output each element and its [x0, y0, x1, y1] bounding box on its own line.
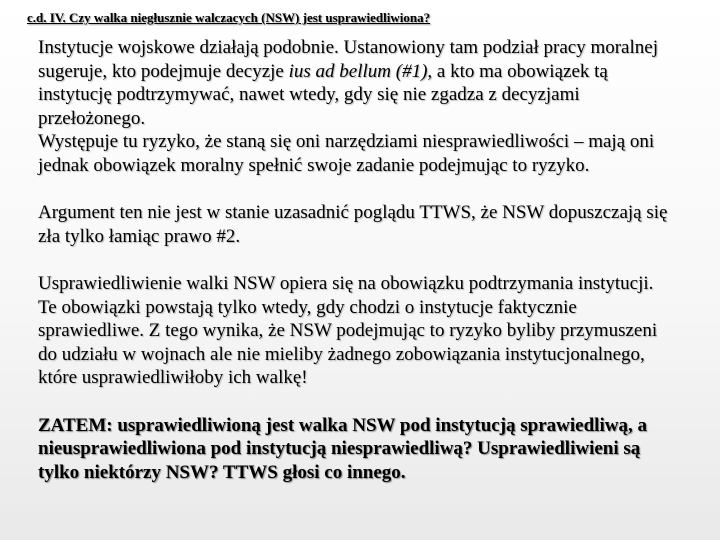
- slide-header-title: c.d. IV. Czy walka niegłusznie walczacych (NSW) jest usprawiedliwiona?: [27, 10, 431, 25]
- paragraph-institutions-text-end: , a kto ma obowiązek tą instytucję podtrzymywać, nawet wtedy, gdy się nie zgadza z decyzjami przełożonego.: [38, 60, 608, 129]
- paragraph-institutions-text: Instytucje wojskowe działają podobnie. Ustanowiony tam podział pracy moralnej sugeruje, kto podejmuje decyzje: [38, 37, 658, 82]
- paragraph-argument: Argument ten nie jest w stanie uzasadnić poglądu TTWS, że NSW dopuszczają się zła tylko łamiąc prawo #2.: [38, 202, 668, 247]
- paragraph-conclusion: ZATEM: usprawiedliwioną jest walka NSW pod instytucją sprawiedliwą, a nieusprawiedliwiona pod instytucją niesprawiedliwą? Usprawiedliwieni są tylko niektórzy NSW? TTWS głosi co innego.: [38, 414, 647, 483]
- spacer: [38, 390, 668, 414]
- slide-body: [38, 36, 668, 484]
- spacer: [38, 248, 668, 272]
- ius-ad-bellum-term: ius ad bellum (#1): [288, 60, 428, 82]
- paragraph-justification: Usprawiedliwienie walki NSW opiera się na obowiązku podtrzymania instytucji. Te obowiązki powstają tylko wtedy, gdy chodzi o instytucje faktycznie sprawiedliwe. Z tego wynika, że NSW podejmując to ryzyko byliby przymuszeni do udziału w wojnach ale nie mieliby żadnego zobowiązania instytucjonalnego, które usprawiedliwiłoby ich walkę!: [38, 273, 658, 388]
- spacer: [38, 177, 668, 201]
- paragraph-risk: Występuje tu ryzyko, że staną się oni narzędziami niesprawiedliwości – mają oni jednak obowiązek moralny spełnić swoje zadanie podejmując to ryzyko.: [38, 131, 655, 176]
- paragraph-institutions: [38, 36, 668, 130]
